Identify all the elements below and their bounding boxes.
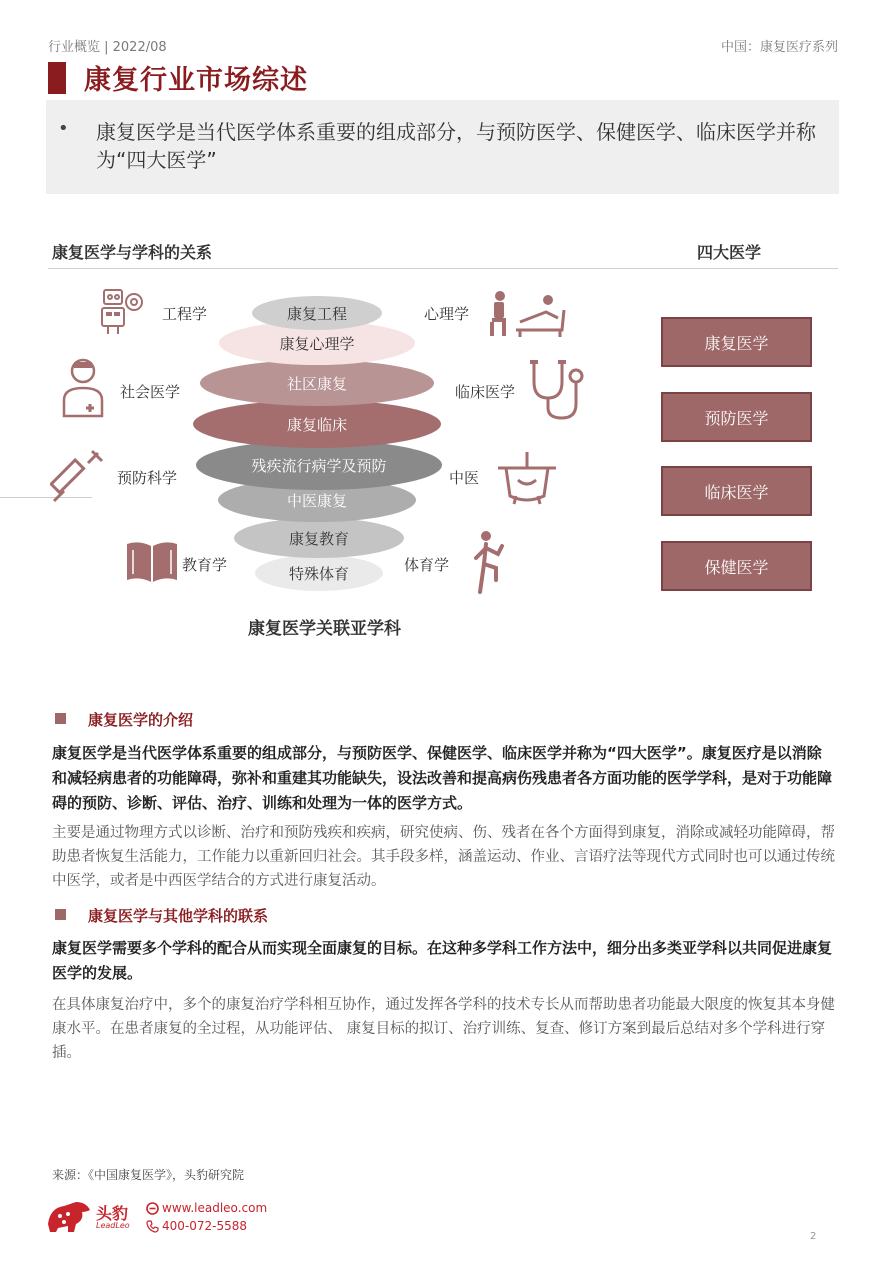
title-accent-bar — [48, 62, 66, 94]
relations-bold-paragraph: 康复医学需要多个学科的配合从而实现全面康复的目标。在这种多学科工作方法中，细分出多类亚学科以共同促进康复医学的发展。 — [52, 939, 833, 982]
stack-label: 社区康复 — [286, 374, 347, 393]
stack-label: 中医康复 — [286, 491, 347, 510]
section-marker — [55, 909, 66, 920]
subject-engineering: 工程学 — [162, 305, 208, 323]
medicine-rehabilitation — [661, 317, 812, 367]
athlete-icon — [470, 530, 508, 596]
callout-text: 康复医学是当代医学体系重要的组成部分，与预防医学、保健医学、临床医学并称为“四大医学” — [96, 120, 816, 172]
stack-label: 康复临床 — [286, 415, 347, 434]
medicine-preventive — [661, 392, 812, 442]
page-title: 康复行业市场综述 — [84, 65, 308, 96]
medicine-health-care — [661, 541, 812, 591]
diagram-caption: 康复医学关联亚学科 — [248, 619, 401, 639]
header-report-type: 行业概览 | 2022/08 — [48, 40, 167, 55]
relations-paragraph: 在具体康复治疗中，多个的康复治疗学科相互协作，通过发挥各学科的技术专长从而帮助患者功能最大限度的恢复其本身健康水平。在患者康复的全过程，从功能评估、 康复目标的拟订、治疗训练、复查、修订方案到最后总结对多个学科进行穿插。 — [52, 997, 835, 1061]
web-e-icon — [146, 1202, 159, 1215]
subject-tcm: 中医 — [449, 469, 480, 487]
stack-layer-special-sports — [255, 555, 383, 591]
robot-gear-icon — [96, 284, 152, 340]
psychotherapy-couch-icon — [486, 290, 568, 338]
syringe-icon — [50, 447, 106, 505]
callout-bullet: • — [58, 118, 69, 139]
subject-sports: 体育学 — [404, 556, 450, 574]
stack-layer-rehab-clinical — [193, 400, 441, 448]
stethoscope-icon — [528, 358, 588, 422]
open-book-icon — [125, 540, 179, 584]
phone-icon — [146, 1220, 159, 1233]
stack-layer-rehab-education — [234, 518, 404, 558]
section-heading-relations: 康复医学与其他学科的联系 — [88, 907, 269, 925]
brand-name: 头豹 — [96, 1204, 129, 1223]
heading-divider — [48, 268, 838, 269]
stack-layer-rehab-engineering — [252, 296, 382, 330]
herbal-pot-icon — [496, 448, 558, 506]
stack-label: 残疾流行病学及预防 — [251, 456, 387, 475]
intro-bold-paragraph: 康复医学是当代医学体系重要的组成部分，与预防医学、保健医学、临床医学并称为“四大医学”。康复医疗是以消除和减轻病患者的功能障碍，弥补和重建其功能缺失，设法改善和提高病伤残患者各方面功能的医学学科，是对于功能障碍的预防、诊断、评估、治疗、训练和处理为一体的医学方式。 — [52, 744, 833, 812]
leopard-logo-icon — [46, 1198, 92, 1234]
medicine-label: 临床医学 — [704, 482, 769, 502]
doctor-icon — [60, 356, 106, 418]
source-note: 来源：《中国康复医学》，头豹研究院 — [52, 1168, 245, 1182]
subject-social-medicine: 社会医学 — [120, 383, 181, 401]
medicine-clinical — [661, 466, 812, 516]
section-marker — [55, 713, 66, 724]
intro-paragraph: 主要是通过物理方式以诊断、治疗和预防残疾和疾病，研究使病、伤、残者在各个方面得到康复，消除或减轻功能障碍，帮助患者恢复生活能力，工作能力以重新回归社会。其手段多样，涵盖运动、作业、言语疗法等现代方式同时也可以通过传统中医学，或者是中西医学结合的方式进行康复活动。 — [52, 825, 835, 889]
section-heading-intro: 康复医学的介绍 — [88, 711, 194, 729]
diagram-right-heading: 四大医学 — [697, 243, 762, 262]
brand-name-en: LeadLeo — [96, 1221, 130, 1230]
stack-label: 康复教育 — [288, 529, 349, 548]
page-number: 2 — [810, 1231, 817, 1242]
header-series: 中国：康复医疗系列 — [720, 40, 838, 55]
subject-education: 教育学 — [182, 556, 228, 574]
subject-clinical-medicine: 临床医学 — [455, 383, 516, 401]
diagram-left-heading: 康复医学与学科的关系 — [52, 243, 213, 262]
stack-label: 康复工程 — [286, 304, 347, 323]
subject-preventive-science: 预防科学 — [117, 469, 178, 487]
stack-label: 特殊体育 — [288, 564, 349, 583]
phone-number: 400-072-5588 — [162, 1219, 248, 1233]
medicine-label: 预防医学 — [704, 408, 769, 428]
medicine-label: 康复医学 — [704, 333, 769, 353]
subject-psychology: 心理学 — [424, 305, 470, 323]
stack-label: 康复心理学 — [279, 334, 355, 353]
medicine-label: 保健医学 — [704, 557, 769, 577]
stack-layer-community-rehab — [200, 360, 434, 406]
website-link[interactable]: www.leadleo.com — [162, 1201, 268, 1215]
